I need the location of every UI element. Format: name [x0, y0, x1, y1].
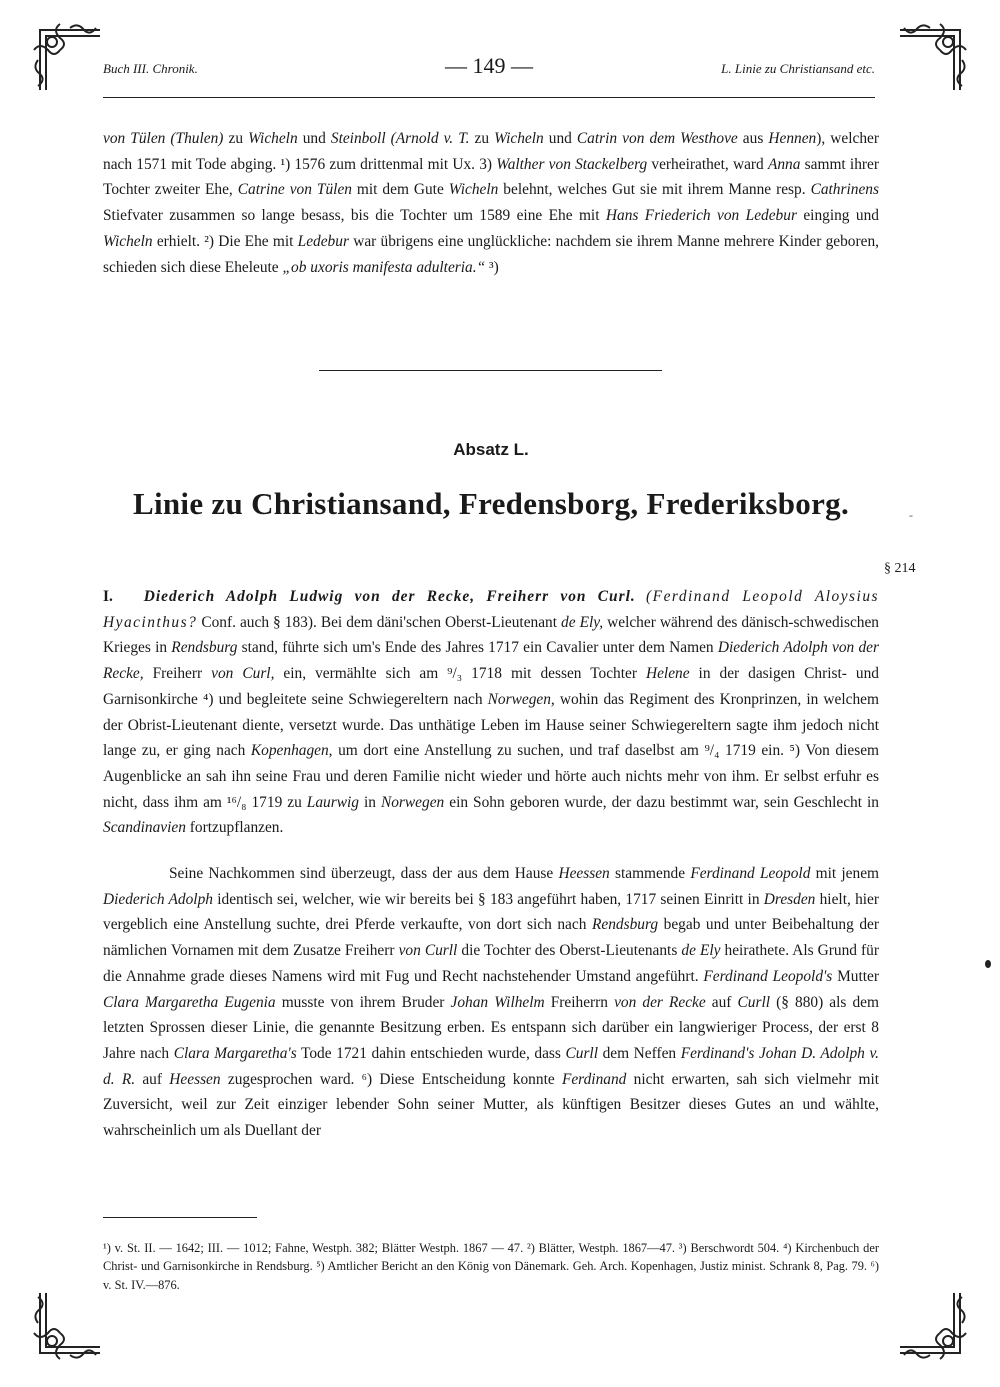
section-label: Absatz L. — [453, 440, 529, 459]
stray-mark: - — [909, 508, 913, 522]
ornamental-corner-icon — [30, 20, 110, 100]
section-divider — [319, 370, 662, 371]
ornamental-corner-icon — [890, 20, 970, 100]
paragraph-continuation: von Tülen (Thulen) zu Wicheln und Steinboll (Arnold v. T. zu Wicheln und Catrin von dem Westhove aus Hennen), welcher nach 1571 mit Tode abging. ¹) 1576 zum drittenmal mit Ux. 3) Walther von Stackelberg verheirathet, ward Anna sammt ihrer Tochter zweiter Ehe, Catrine von Tülen mit dem Gute Wicheln belehnt, welches Gut sie mit ihrem Manne resp. Cathrinens Stiefvater zusammen so lange besass, bis die Tochter um 1589 eine Ehe mit Hans Friederich von Ledebur einging und Wicheln erhielt. ²) Die Ehe mit Ledebur war übrigens eine unglückliche: nachdem sie ihrem Manne mehrere Kinder geboren, schieden sich diese Eheleute „ob uxoris manifesta adulteria.“ ³) — [103, 130, 880, 276]
header-chapter-title: L. Linie zu Christiansand etc. — [721, 61, 875, 76]
ornamental-corner-icon — [890, 1283, 970, 1363]
header-divider — [103, 97, 875, 98]
ornamental-corner-icon — [30, 1283, 110, 1363]
paragraph-body: Seine Nachkommen sind überzeugt, dass der aus dem Hause Heessen stammende Ferdinand Leopold mit jenem Diederich Adolph identisch sei, welcher, wie wir bereits bei § 183 angeführt haben, 1717 seinen Einritt in Dresden hielt, hier vergeblich eine Anstellung suchte, drei Pferde verkaufte, von dort sich nach Rendsburg begab und unter Beibehaltung der nämlichen Vornamen mit dem Zusatze Freiherr von Curll die Tochter des Oberst-Lieutenants de Ely heirathete. Als Grund für die Annahme grade dieses Namens wird mit Fug und Recht nachstehender Umstand angeführt. Ferdinand Leopold's Mutter Clara Margaretha Eugenia musste von ihrem Bruder Johan Wilhelm Freiherrn von der Recke auf Curll (§ 880) als dem letzten Sprossen dieser Linie, die genannte Besitzung erben. Es entspann sich darüber ein langwieriger Process, der erst 8 Jahre nach Clara Margaretha's Tode 1721 dahin entschieden wurde, dass Curll dem Neffen Ferdinand's Johan D. Adolph v. d. R. auf Heessen zugesprochen ward. ⁶) Diese Entscheidung konnte Ferdinand nicht erwarten, sah sich vielmehr mit Zuversicht, weil zur Zeit einziger lebender Sohn seiner Mutter, als künftigen Besitzer dieses Gutes an und wählte, wahrscheinlich um als Duellant der — [103, 865, 880, 1140]
paragraph-entry: I. Diederich Adolph Ludwig von der Recke, Freiherr von Curl. (Ferdinand Leopold Aloysius Hyacinthus? Conf. auch § 183). Bei dem däni'schen Oberst-Lieutenant de Ely, welcher während des dänisch-schwedischen Krieges in Rendsburg stand, führte sich um's Ende des Jahres 1717 ein Cavalier unter dem Namen Diederich Adolph von der Recke, Freiherr von Curl, ein, vermählte sich am ⁹/₃ 1718 mit dessen Tochter Helene in der dasigen Christ- und Garnisonkirche ⁴) und begleitete seine Schwiegereltern nach Norwegen, wohin das Regiment des Kronprinzen, in welchem der Obrist-Lieutenant diente, versetzt wurde. Das unthätige Leben im Hause seiner Schwiegereltern sagte ihm jedoch nicht lange zu, er ging nach Kopenhagen, um dort eine Anstellung zu suchen, und traf daselbst am ⁹/₄ 1719 ein. ⁵) Von diesem Augenblicke an sah ihn seine Frau und deren Familie nicht wieder und hörte auch nichts mehr von ihm. Er selbst erfuhr es nicht, dass ihm am ¹⁶/₈ 1719 zu Laurwig in Norwegen ein Sohn geboren wurde, der dazu bestimmt war, sein Geschlecht in Scandinavien fortzupflanzen. — [103, 588, 880, 837]
footnote-divider — [103, 1217, 257, 1218]
header-book-title: Buch III. Chronik. — [103, 61, 198, 76]
running-header — [103, 53, 875, 83]
section-title: Linie zu Christiansand, Fredensborg, Frederiksborg. — [132, 486, 849, 521]
footnotes: ¹) v. St. II. — 1642; III. — 1012; Fahne, Westph. 382; Blätter Westph. 1867 — 47. ²) Blätter, Westph. 1867—47. ³) Berschwordt 504. ⁴) Kirchenbuch der Christ- und Garnisonkirche in Rendsburg. ⁵) Amtlicher Bericht an den König von Dänemark. Geh. Arch. Kopenhagen, Justiz minist. Schrank 8, Pag. 79. ⁶) v. St. IV.—876. — [103, 1241, 879, 1292]
margin-dot — [985, 960, 991, 968]
section-reference: § 214 — [884, 561, 916, 576]
page-number: — 149 — — [445, 53, 533, 78]
